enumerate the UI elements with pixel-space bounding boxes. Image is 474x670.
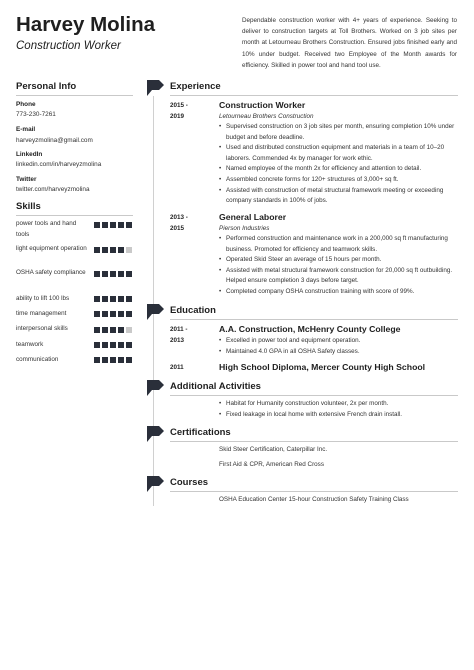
skill-dot-filled <box>94 271 100 277</box>
skill-dot-filled <box>118 357 124 363</box>
list-item: • Assembled concrete forms for 120+ structures of 3,000+ sq ft. <box>219 175 457 186</box>
skill-name: interpersonal skills <box>16 325 68 332</box>
linkedin-value[interactable]: linkedin.com/in/harveyzmolina <box>16 161 102 168</box>
skill-rating <box>94 311 132 317</box>
email-label: E-mail <box>16 126 36 133</box>
profile-summary: Dependable construction worker with 4+ years of experience. Seeking to deliver to construction targets at Toll Brothers. Worked on 3 job sites per month at Letourneau Brothers Construction. Ensured jobs finished early and 10% under budget. Received two Employee of the Month awards for efficiency. Skilled in power tool and hand tool use. <box>242 17 457 69</box>
job-date <box>170 212 188 234</box>
skill-dot-filled <box>102 357 108 363</box>
edu-date-end: 2013 <box>170 337 185 344</box>
skill-rating <box>94 357 132 363</box>
list-item: • Completed company OSHA construction training with score of 99%. <box>219 287 457 298</box>
education-heading: Education <box>170 305 216 316</box>
edu-title: A.A. Construction, McHenry County College <box>219 324 401 334</box>
list-item: • Fixed leakage in local home with extensive French drain install. <box>219 410 457 421</box>
list-item: • Used and distributed construction equipment and materials in a team of 10–20 laborers. Commended 4x by manager for work ethic. <box>219 143 457 164</box>
skill-dot-filled <box>118 247 124 253</box>
skill-dot-filled <box>118 342 124 348</box>
skill-dot-filled <box>110 342 116 348</box>
skill-dot-filled <box>102 311 108 317</box>
activities-rule <box>170 395 458 396</box>
experience-heading: Experience <box>170 81 221 92</box>
skill-dot-empty <box>126 327 132 333</box>
section-flag-icon <box>147 80 164 96</box>
timeline-line <box>153 96 154 506</box>
skill-rating <box>94 222 132 228</box>
skill-dot-filled <box>110 311 116 317</box>
certification-item: Skid Steer Certification, Caterpillar Inc. <box>219 446 328 453</box>
job-title: General Laborer <box>219 212 287 222</box>
personal-info-rule <box>16 95 133 96</box>
job-title: Construction Worker <box>219 100 306 110</box>
edu-title: High School Diploma, Mercer County High School <box>219 362 426 372</box>
job-employer: Pierson Industries <box>219 225 270 232</box>
section-flag-icon <box>147 476 164 492</box>
skill-rating <box>94 327 132 333</box>
candidate-name: Harvey Molina <box>16 13 155 36</box>
skill-dot-filled <box>110 296 116 302</box>
skill-dot-filled <box>94 311 100 317</box>
skill-dot-filled <box>94 296 100 302</box>
skill-dot-filled <box>102 342 108 348</box>
candidate-title: Construction Worker <box>16 40 121 52</box>
skill-name: communication <box>16 356 59 363</box>
skill-rating <box>94 271 132 277</box>
courses-heading: Courses <box>170 477 209 488</box>
phone-label: Phone <box>16 101 36 108</box>
phone-value: 773-230-7261 <box>16 111 56 118</box>
list-item: • Performed construction and maintenance work in a 200,000 sq ft manufacturing business. Promoted for efficiency and teamwork skills. <box>219 234 457 255</box>
skill-name: time management <box>16 310 67 317</box>
section-flag-icon <box>147 304 164 320</box>
section-flag-icon <box>147 426 164 442</box>
skill-name: power tools and hand tools <box>16 220 77 238</box>
skill-dot-filled <box>126 296 132 302</box>
job-date-start: 2013 - <box>170 214 188 221</box>
certifications-rule <box>170 441 458 442</box>
edu-date-start: 2011 - <box>170 326 188 333</box>
job-date-start: 2015 - <box>170 102 188 109</box>
courses-rule <box>170 491 458 492</box>
activities-bullets <box>219 399 457 420</box>
skill-rating <box>94 342 132 348</box>
skill-dot-filled <box>110 222 116 228</box>
skill-dot-filled <box>94 222 100 228</box>
skill-dot-filled <box>94 357 100 363</box>
linkedin-label: LinkedIn <box>16 151 43 158</box>
skill-name: teamwork <box>16 341 44 348</box>
skill-dot-filled <box>126 311 132 317</box>
skill-dot-filled <box>126 271 132 277</box>
personal-info-heading: Personal Info <box>16 81 77 92</box>
skills-rule <box>16 215 133 216</box>
job-bullets <box>219 122 457 207</box>
list-item: • Operated Skid Steer an average of 15 hours per month. <box>219 255 457 266</box>
skill-dot-filled <box>94 342 100 348</box>
job-date-end: 2015 <box>170 225 185 232</box>
skill-dot-filled <box>118 271 124 277</box>
list-item: • Excelled in power tool and equipment operation. <box>219 336 457 347</box>
skill-dot-filled <box>126 222 132 228</box>
skill-name: light equipment operation <box>16 245 87 252</box>
skill-name: OSHA safety compliance <box>16 269 86 276</box>
skill-dot-filled <box>94 247 100 253</box>
list-item: • Named employee of the month 2x for efficiency and attention to detail. <box>219 164 457 175</box>
edu-date <box>170 362 184 373</box>
skill-dot-filled <box>126 357 132 363</box>
edu-date-start: 2011 <box>170 364 184 371</box>
job-date-end: 2019 <box>170 113 185 120</box>
skill-dot-filled <box>126 342 132 348</box>
job-bullets <box>219 234 457 298</box>
skill-rating <box>94 296 132 302</box>
list-item: • Assisted with construction of metal structural framework meeting or exceeding company standards in 100% of jobs. <box>219 186 457 207</box>
skill-dot-filled <box>118 327 124 333</box>
list-item: • Habitat for Humanity construction volunteer, 2x per month. <box>219 399 457 410</box>
skill-dot-filled <box>110 357 116 363</box>
list-item: • Supervised construction on 3 job sites per month, ensuring completion 10% under budget and before deadline. <box>219 122 457 143</box>
skill-dot-filled <box>102 222 108 228</box>
skill-dot-filled <box>110 327 116 333</box>
course-item: OSHA Education Center 15-hour Construction Safety Training Class <box>219 496 409 503</box>
edu-bullets <box>219 336 457 357</box>
skill-dot-filled <box>102 271 108 277</box>
job-date <box>170 100 188 122</box>
list-item: • Maintained 4.0 GPA in all OSHA Safety classes. <box>219 347 457 358</box>
skill-dot-filled <box>110 271 116 277</box>
skill-dot-filled <box>102 247 108 253</box>
skill-dot-filled <box>118 311 124 317</box>
list-item: • Assisted with metal structural framework construction for 20,000 sq ft outbuilding. Helped ensure completion 3 days before target. <box>219 266 457 287</box>
twitter-label: Twitter <box>16 176 37 183</box>
skill-dot-filled <box>118 296 124 302</box>
skill-dot-filled <box>94 327 100 333</box>
skill-dot-filled <box>110 247 116 253</box>
skill-rating <box>94 247 132 253</box>
job-employer: Letourneau Brothers Construction <box>219 113 314 120</box>
edu-date <box>170 324 188 346</box>
email-value[interactable]: harveyzmolina@gmail.com <box>16 137 93 144</box>
certification-item: First Aid & CPR, American Red Cross <box>219 461 324 468</box>
section-flag-icon <box>147 380 164 396</box>
skills-heading: Skills <box>16 201 41 212</box>
experience-rule <box>170 95 458 96</box>
skill-name: ability to lift 100 lbs <box>16 295 70 302</box>
education-rule <box>170 319 458 320</box>
skill-dot-filled <box>102 296 108 302</box>
activities-heading: Additional Activities <box>170 381 261 392</box>
certifications-heading: Certifications <box>170 427 231 438</box>
twitter-value[interactable]: twitter.com/harveyzmolina <box>16 186 90 193</box>
skill-dot-filled <box>118 222 124 228</box>
skill-dot-empty <box>126 247 132 253</box>
skill-dot-filled <box>102 327 108 333</box>
